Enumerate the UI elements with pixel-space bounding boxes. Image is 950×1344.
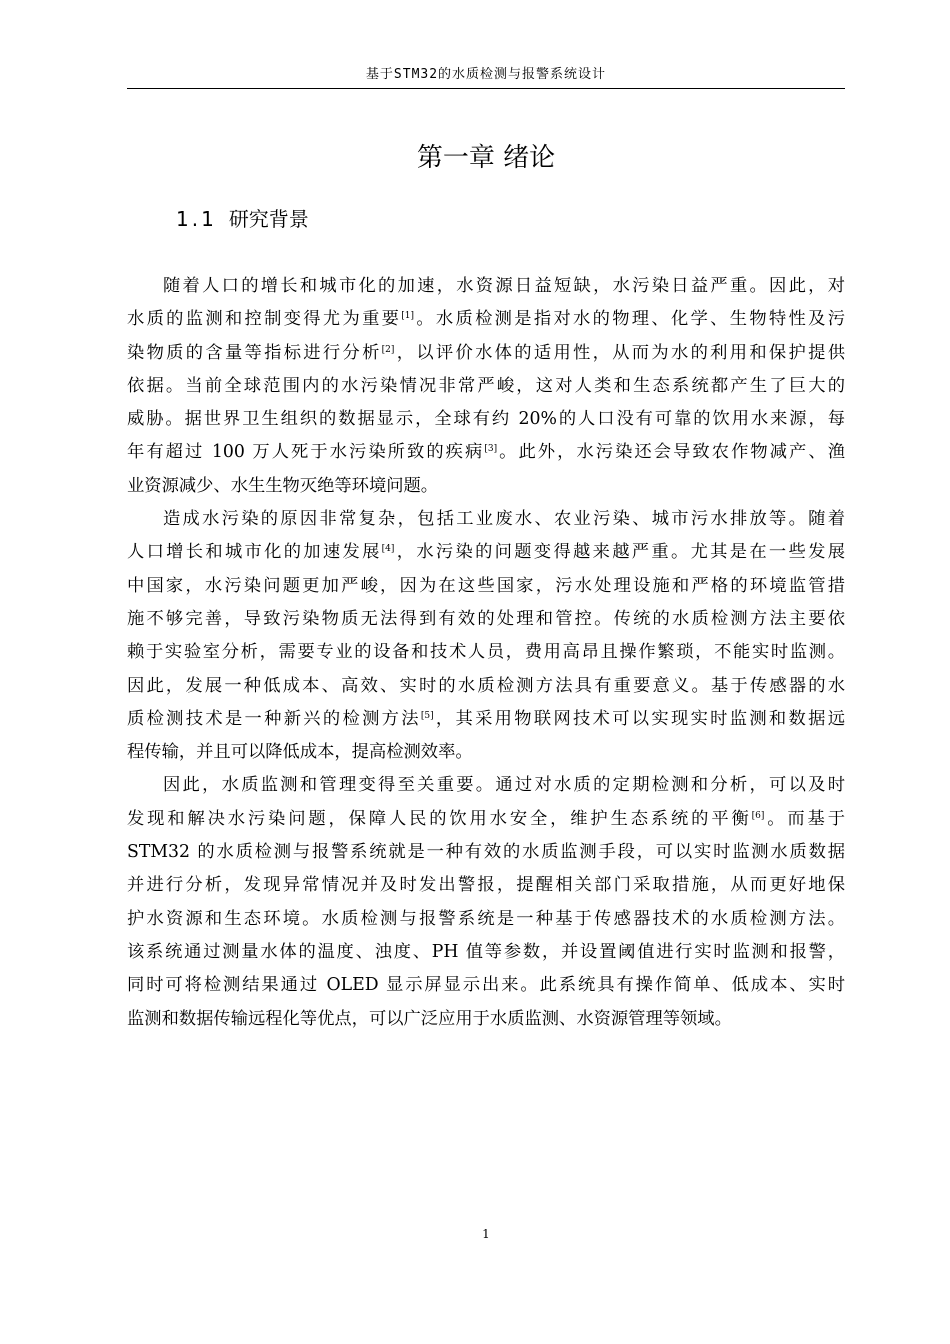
text-segment: ，以评价水体的适用性，从而为水的利用和保护提供 <box>394 342 845 363</box>
text-line: 因此，水质监测和管理变得至关重要。通过对水质的定期检测和分析，可以及时 <box>163 775 845 796</box>
paragraph <box>127 503 845 769</box>
citation-ref: [3] <box>484 444 498 455</box>
text-line: 造成水污染的原因非常复杂，包括工业废水、农业污染、城市污水排放等。随着 <box>163 509 845 530</box>
paragraph <box>127 270 845 503</box>
citation-ref: [6] <box>751 810 765 821</box>
text-segment: 发现和解决水污染问题，保障人民的饮用水安全，维护生态系统的平衡 <box>127 808 752 829</box>
text-line: 程传输，并且可以降低成本，提高检测效率。 <box>127 742 473 763</box>
body-text <box>127 270 845 1036</box>
text-line <box>127 703 845 736</box>
running-header: 基于STM32的水质检测与报警系统设计 <box>365 67 607 82</box>
text-segment: ，水污染的问题变得越来越严重。尤其是在一些发展 <box>394 542 845 563</box>
text-line: 因此，发展一种低成本、高效、实时的水质检测方法具有重要意义。基于传感器的水 <box>127 675 845 696</box>
citation-ref: [1] <box>401 311 415 322</box>
text-segment: 。水质检测是指对水的物理、化学、生物特性及污 <box>414 309 845 330</box>
citation-ref: [5] <box>420 710 434 721</box>
text-line: 赖于实验室分析，需要专业的设备和技术人员，费用高昂且操作繁琐，不能实时监测。 <box>127 642 845 663</box>
text-line: 并进行分析，发现异常情况并及时发出警报，提醒相关部门采取措施，从而更好地保 <box>127 875 845 896</box>
text-segment: ，其采用物联网技术可以实现实时监测和数据远 <box>433 708 845 729</box>
text-line <box>127 803 845 836</box>
chapter-title: 第一章 绪论 <box>416 143 556 173</box>
text-line <box>127 303 845 336</box>
text-line <box>127 536 845 569</box>
text-line: 监测和数据传输远程化等优点，可以广泛应用于水质监测、水资源管理等领域。 <box>127 1008 732 1029</box>
citation-ref: [2] <box>381 344 395 355</box>
text-line: 该系统通过测量水体的温度、浊度、PH 值等参数，并设置阈值进行实时监测和报警， <box>127 941 845 962</box>
section-number: 1.1 <box>176 207 217 231</box>
text-segment: 人口增长和城市化的加速发展 <box>127 542 382 563</box>
header-rule <box>127 88 845 89</box>
text-segment: 年有超过 100 万人死于水污染所致的疾病 <box>127 442 485 463</box>
text-line: 随着人口的增长和城市化的加速，水资源日益短缺，水污染日益严重。因此，对 <box>163 276 845 296</box>
text-line: 施不够完善，导致污染物质无法得到有效的处理和管控。传统的水质检测方法主要依 <box>127 608 845 629</box>
citation-ref: [4] <box>381 544 395 555</box>
text-segment: 质检测技术是一种新兴的检测方法 <box>127 708 421 729</box>
section-heading <box>176 202 309 236</box>
text-line <box>127 337 845 370</box>
text-segment: 。此外，水污染还会导致农作物减产、渔 <box>497 442 845 463</box>
text-line <box>127 436 845 469</box>
text-line: STM32 的水质检测与报警系统就是一种有效的水质监测手段，可以实时监测水质数据 <box>127 842 845 863</box>
text-line: 中国家，水污染问题更加严峻，因为在这些国家，污水处理设施和严格的环境监管措 <box>127 575 845 596</box>
text-segment: 水质的监测和控制变得尤为重要 <box>127 309 402 330</box>
paragraph <box>127 769 845 1035</box>
text-line: 护水资源和生态环境。水质检测与报警系统是一种基于传感器技术的水质检测方法。 <box>127 908 845 929</box>
text-segment: 。而基于 <box>764 808 845 829</box>
text-line: 同时可将检测结果通过 OLED 显示屏显示出来。此系统具有操作简单、低成本、实时 <box>127 975 845 996</box>
text-line: 依据。当前全球范围内的水污染情况非常严峻，这对人类和生态系统都产生了巨大的 <box>127 375 845 396</box>
page-number: 1 <box>482 1227 490 1241</box>
text-line: 威胁。据世界卫生组织的数据显示，全球有约 20%的人口没有可靠的饮用水来源，每 <box>127 409 845 430</box>
section-title: 研究背景 <box>228 207 309 231</box>
text-segment: 染物质的含量等指标进行分析 <box>127 342 382 363</box>
text-line: 业资源减少、水生生物灭绝等环境问题。 <box>127 475 439 496</box>
